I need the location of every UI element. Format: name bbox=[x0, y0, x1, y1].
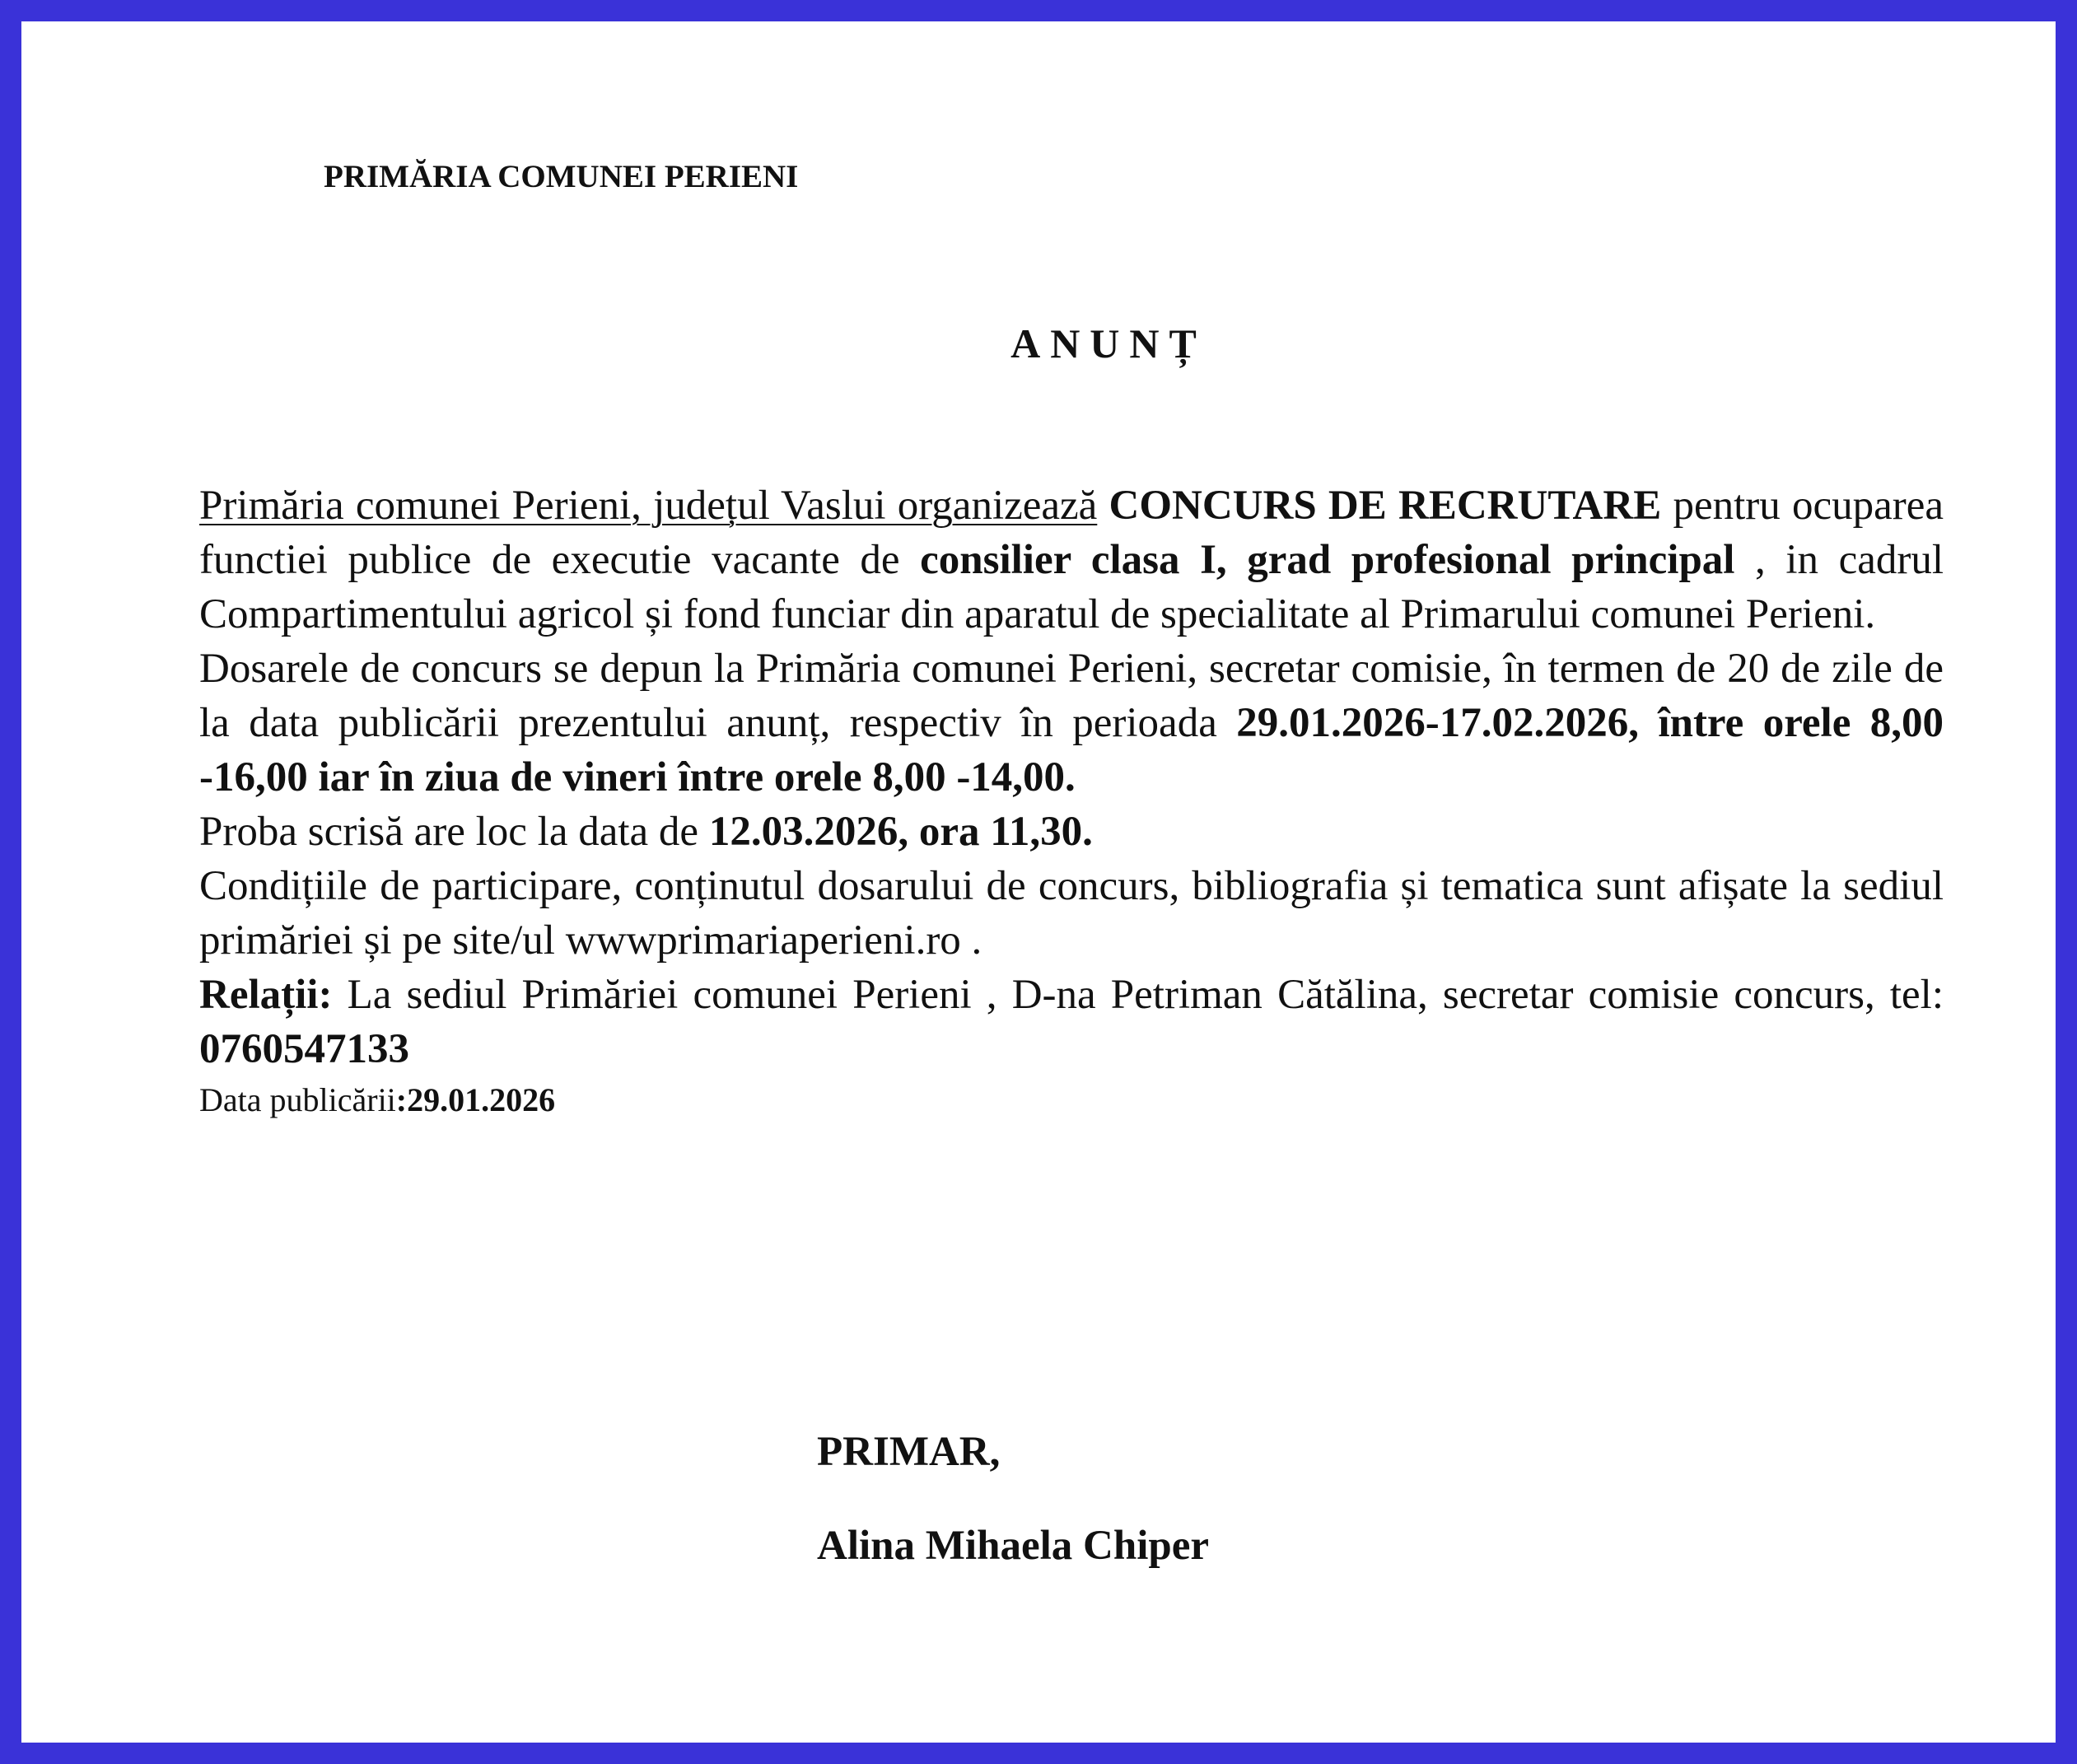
written-test-date: 12.03.2026, ora 11,30. bbox=[708, 809, 1093, 855]
submission-period: 29.01.2026-17.02.2026, între orele 8,00 -16,00 iar în ziua de vineri între orele 8,00 -14,00. bbox=[199, 700, 1944, 800]
paragraph-recruitment bbox=[199, 478, 1944, 642]
paragraph-conditions bbox=[199, 859, 1944, 968]
publication-label: Data publicării bbox=[199, 1081, 396, 1118]
paragraph-written-test bbox=[199, 805, 1944, 859]
announcement-body bbox=[199, 478, 1944, 1124]
contact-phone: 0760547133 bbox=[199, 1026, 409, 1072]
signature-role: PRIMAR, bbox=[817, 1429, 1001, 1475]
written-test-text: Proba scrisă are loc la data de bbox=[199, 809, 699, 855]
recruitment-intro: Primăria comunei Perieni, județul Vaslui organizează bbox=[199, 483, 1098, 529]
signature-block bbox=[817, 1428, 1209, 1570]
contact-text: La sediul Primăriei comunei Perieni , D-na Petriman Cătălina, secretar comisie concurs, tel: bbox=[347, 972, 1944, 1018]
contact-label: Relații: bbox=[199, 972, 333, 1018]
recruitment-position: consilier clasa I, grad profesional principal bbox=[920, 537, 1735, 583]
institution-header: PRIMĂRIA COMUNEI PERIENI bbox=[324, 159, 799, 194]
paragraph-submission bbox=[199, 642, 1944, 805]
submission-text: Dosarele de concurs se depun la Primăria comunei Perieni, secretar comisie, în termen de 20 de zile de la data publicării prezentului anunț, respectiv în perioada bbox=[199, 646, 1944, 746]
signature-name: Alina Mihaela Chiper bbox=[817, 1523, 1210, 1569]
publication-date: :29.01.2026 bbox=[395, 1081, 556, 1118]
publication-date-line bbox=[199, 1076, 1944, 1124]
conditions-text: Condițiile de participare, conținutul dosarului de concurs, bibliografia și tematica sunt afișate la sediul primăriei și pe site/ul wwwprimariaperieni.ro . bbox=[199, 863, 1944, 964]
paragraph-contact bbox=[199, 968, 1944, 1076]
recruitment-event: CONCURS DE RECRUTARE bbox=[1109, 483, 1662, 529]
recruitment-department: , in cadrul Compartimentului agricol și fond funciar din aparatul de specialitate al Primarului comunei Perieni. bbox=[199, 537, 1944, 637]
document-title: ANUNȚ bbox=[1010, 320, 1207, 366]
document-page bbox=[21, 21, 2056, 1743]
recruitment-text: pentru ocuparea functiei publice de executie vacante de bbox=[199, 483, 1944, 583]
